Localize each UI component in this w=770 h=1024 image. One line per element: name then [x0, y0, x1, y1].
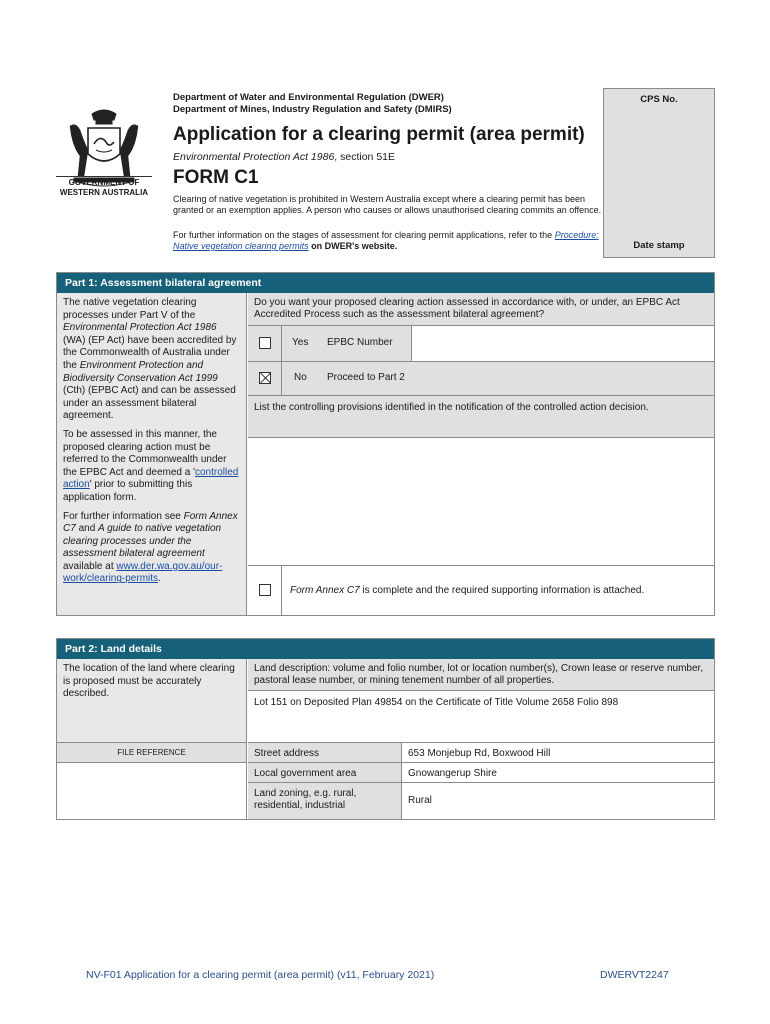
yes-label: Yes — [292, 337, 309, 348]
dept-line1: Department of Water and Environmental Regulation (DWER) — [173, 92, 444, 103]
text-run: To be assessed in this manner, the proposed clearing action must be referred to the Commonwealth under the EPBC Act and deemed a ' — [63, 428, 227, 478]
footer-doc-reference: NV-F01 Application for a clearing permit (area permit) (v11, February 2021) — [86, 969, 435, 981]
date-stamp-label: Date stamp — [633, 240, 685, 251]
part2-heading: Part 2: Land details — [57, 639, 714, 659]
no-checkbox-cell — [248, 362, 282, 395]
epbc-number-label: EPBC Number — [327, 337, 393, 348]
department-names — [173, 92, 452, 116]
part1-heading: Part 1: Assessment bilateral agreement — [57, 273, 714, 293]
yes-option-row — [248, 326, 714, 362]
form-number: FORM C1 — [173, 167, 259, 188]
cps-label: CPS No. — [640, 94, 678, 105]
guidance-para-3 — [63, 511, 240, 587]
yes-checkbox-cell — [248, 326, 282, 361]
controlling-provisions-field[interactable] — [248, 438, 714, 566]
yes-checkbox[interactable] — [259, 337, 271, 349]
text-run: and — [75, 523, 99, 535]
annex-name: Form Annex C7 — [290, 585, 360, 596]
act-reference — [173, 151, 395, 163]
no-checkbox[interactable] — [259, 372, 271, 384]
yes-label-cell — [282, 326, 412, 361]
part1-section — [56, 272, 715, 616]
part2-guidance: The location of the land where clearing is proposed must be accurately described. — [57, 659, 247, 743]
annex-checkbox-cell — [248, 566, 282, 615]
page-title: Application for a clearing permit (area permit) — [173, 124, 585, 145]
text-run: ' prior to submitting this application form. — [63, 479, 193, 503]
text-run: Form Annex C7 — [63, 510, 238, 535]
text-run: available at — [63, 560, 117, 572]
lga-field[interactable]: Gnowangerup Shire — [408, 768, 497, 779]
text-run: The native vegetation clearing processes under Part V of the — [63, 297, 197, 321]
govt-line2: WESTERN AUSTRALIA — [59, 188, 149, 197]
part1-guidance — [57, 293, 247, 615]
street-address-label: Street address — [248, 743, 402, 762]
form-header — [56, 86, 716, 258]
no-option-row — [248, 362, 714, 396]
epbc-question: Do you want your proposed clearing action assessed in accordance with, or under, an EPBC Act Accredited Process such as the assessment bilateral agreement? — [248, 293, 714, 326]
lga-row — [248, 763, 714, 783]
dept-line2: Department of Mines, Industry Regulation and Safety (DMIRS) — [173, 104, 452, 115]
text-run: Environmental Protection Act 1986 — [63, 322, 217, 334]
controlling-provisions-question: List the controlling provisions identified in the notification of the controlled action decision. — [248, 396, 714, 438]
text-run: A guide to native vegetation clearing processes under the assessment bilateral agreement — [63, 523, 222, 560]
text-run: (Cth) (EPBC Act) and can be assessed under an assessment bilateral agreement. — [63, 385, 236, 422]
annex-checkbox[interactable] — [259, 584, 271, 596]
act-name: Environmental Protection Act 1986 — [173, 151, 335, 163]
no-label: No — [294, 372, 307, 383]
part2-section — [56, 638, 715, 820]
text-run: . — [158, 573, 161, 585]
government-label — [56, 176, 152, 198]
epbc-number-field[interactable] — [413, 326, 714, 361]
zoning-field[interactable]: Rural — [408, 795, 432, 806]
land-description-field[interactable]: Lot 151 on Deposited Plan 49854 on the Certificate of Title Volume 2658 Folio 898 — [248, 691, 714, 743]
street-address-row — [248, 743, 714, 763]
intro-text: Clearing of native vegetation is prohibited in Western Australia except where a clearing permit has been granted or an exemption applies. A person who causes or allows unauthorised clearing commits an offence. — [173, 194, 602, 215]
clearing-permits-link[interactable]: www.der.wa.gov.au/our-work/clearing-permits — [63, 560, 223, 585]
no-label-cell — [282, 362, 714, 395]
govt-line1: GOVERNMENT OF — [56, 176, 152, 188]
proceed-label: Proceed to Part 2 — [327, 372, 405, 383]
file-reference-field[interactable] — [57, 763, 247, 819]
text-run: (WA) (EP Act) have been accredited by the Commonwealth of Australia under the — [63, 334, 237, 371]
info-prefix: For further information on the stages of assessment for clearing permit applications, refer to the — [173, 230, 555, 240]
text-run: Environment Protection and Biodiversity Conservation Act 1999 — [63, 359, 218, 384]
controlled-action-link[interactable]: controlled action — [63, 466, 239, 491]
info-text — [173, 230, 603, 252]
cps-stamp-box — [603, 88, 715, 258]
procedure-link[interactable]: Procedure: Native vegetation clearing permits — [173, 230, 599, 251]
guidance-para-1 — [63, 297, 240, 423]
file-reference-label: FILE REFERENCE — [57, 743, 247, 763]
annex-row — [248, 566, 714, 615]
text-run: is complete and the required supporting information is attached. — [359, 585, 645, 596]
land-description-label: Land description: volume and folio number, lot or location number(s), Crown lease or reserve number, pastoral lease number, or mining tenement number of all properties. — [248, 659, 714, 691]
guidance-para-2 — [63, 429, 240, 505]
footer-code: DWERVT2247 — [600, 969, 669, 981]
annex-text — [290, 585, 644, 596]
text-run: For further information see — [63, 510, 184, 522]
info-suffix: on DWER's website. — [308, 241, 398, 251]
zoning-label: Land zoning, e.g. rural, residential, industrial — [248, 783, 402, 819]
zoning-row — [248, 783, 714, 819]
lga-label: Local government area — [248, 763, 402, 782]
act-section: , section 51E — [334, 151, 395, 163]
part1-fields — [248, 293, 714, 615]
street-address-field[interactable]: 653 Monjebup Rd, Boxwood Hill — [408, 748, 551, 759]
